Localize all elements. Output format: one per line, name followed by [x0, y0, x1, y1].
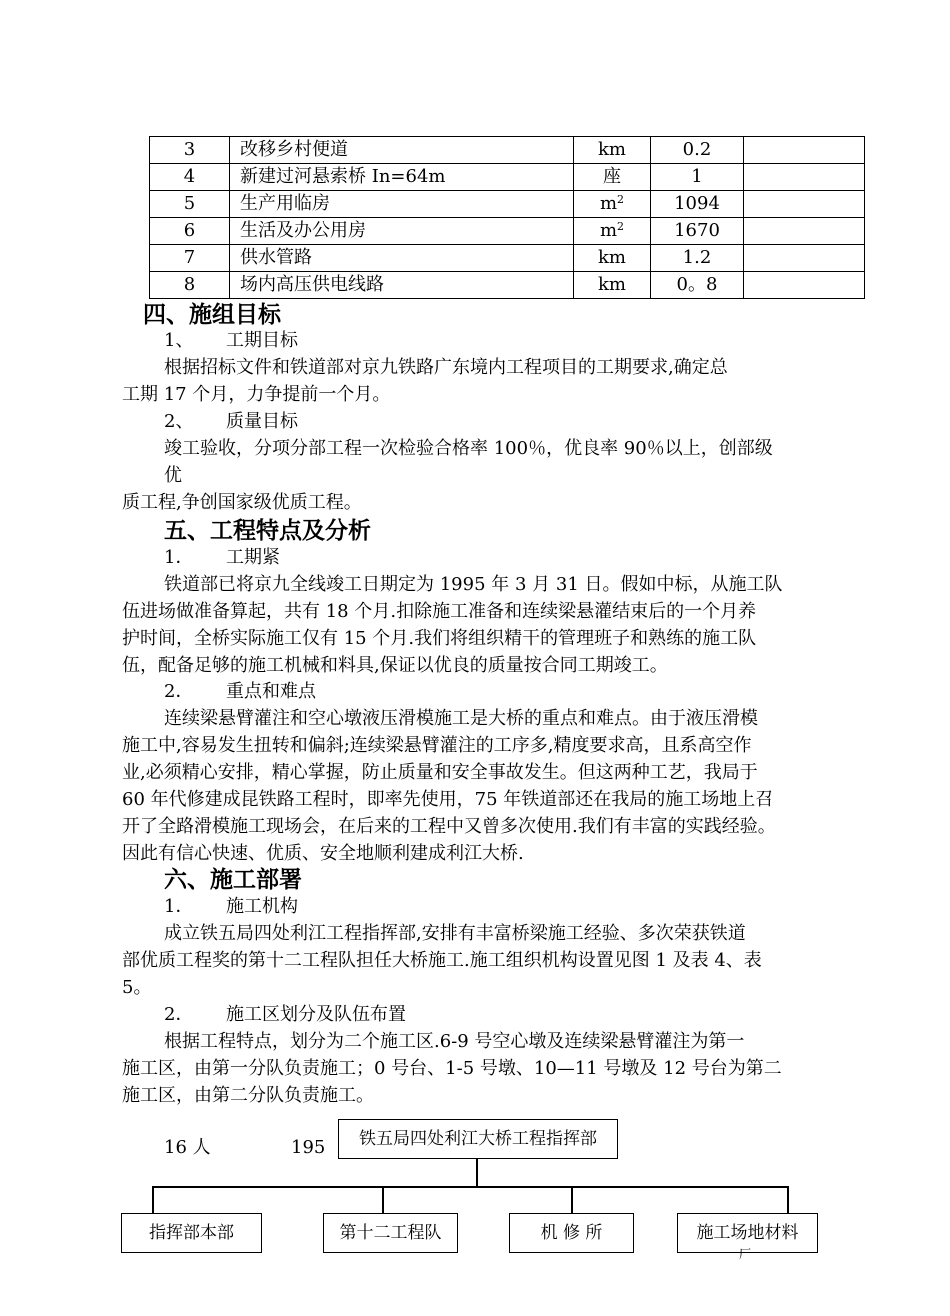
paragraph-line: 因此有信心快速、优质、安全地顺利建成利江大桥.	[122, 843, 524, 864]
item-cell: 供水管路	[230, 245, 574, 272]
org-root-box: 铁五局四处利江大桥工程指挥部	[338, 1119, 618, 1159]
paragraph-line: 5。	[122, 977, 152, 998]
unit-cell	[574, 218, 651, 245]
unit-text: m	[599, 220, 618, 241]
paragraph-line: 优	[164, 465, 182, 486]
row-number-cell: 4	[150, 164, 230, 191]
sub-number: 2、	[164, 411, 194, 432]
paragraph-line: 开了全路滑模施工现场会，在后来的工程中又曾多次使用.我们有丰富的实践经验。	[122, 816, 776, 837]
table-row	[150, 245, 865, 272]
unit-superscript: 2	[617, 193, 625, 206]
paragraph-line: 成立铁五局四处利江工程指挥部,安排有丰富桥梁施工经验、多次荣获铁道	[164, 923, 746, 944]
paragraph-line: 伍，配备足够的施工机械和料具,保证以优良的质量按合同工期竣工。	[122, 655, 668, 676]
paragraph-line: 伍进场做准备算起，共有 18 个月.扣除施工准备和连续梁悬灌结束后的一个月养	[122, 601, 757, 622]
item-cell: 生活及办公用房	[230, 218, 574, 245]
paragraph-line: 施工区，由第一分队负责施工；0 号台、1-5 号墩、10—11 号墩及 12 号台为第二	[122, 1058, 782, 1079]
section-6-heading: 六、施工部署	[164, 867, 302, 893]
quantity-cell: 1.2	[651, 245, 744, 272]
sub-title: 工期目标	[226, 330, 298, 351]
unit-text: 座	[603, 166, 621, 187]
unit-text: km	[598, 247, 626, 268]
sub-title: 重点和难点	[226, 681, 316, 702]
table-row	[150, 272, 865, 299]
item-cell: 场内高压供电线路	[230, 272, 574, 299]
org-box-repair-shop: 机 修 所	[509, 1213, 634, 1253]
sub-title: 施工区划分及队伍布置	[226, 1004, 406, 1025]
section-4-heading: 四、施组目标	[143, 302, 281, 328]
unit-text: m	[599, 193, 618, 214]
table-row	[150, 191, 865, 218]
org-box-hq: 指挥部本部	[121, 1213, 262, 1253]
paragraph-line: 部优质工程奖的第十二工程队担任大桥施工.施工组织机构设置见图 1 及表 4、表	[122, 950, 762, 971]
paragraph-line: 施工区，由第二分队负责施工。	[122, 1085, 374, 1106]
sub-number: 1、	[164, 330, 194, 351]
chart-note-people: 16 人	[164, 1137, 211, 1158]
item-cell: 新建过河悬索桥 In=64m	[230, 164, 574, 191]
section-4-sub1	[164, 327, 298, 355]
quantity-cell: 0.2	[651, 137, 744, 164]
paragraph-line: 竣工验收，分项分部工程一次检验合格率 100％，优良率 90％以上，创部级	[164, 438, 773, 459]
item-cell: 改移乡村便道	[230, 137, 574, 164]
row-number-cell: 6	[150, 218, 230, 245]
paragraph-line: 护时间，全桥实际施工仅有 15 个月.我们将组织精干的管理班子和熟练的施工队	[122, 628, 757, 649]
row-number-cell: 3	[150, 137, 230, 164]
sub-number: 2．	[164, 681, 194, 702]
row-number-cell: 5	[150, 191, 230, 218]
sub-title: 质量目标	[226, 411, 298, 432]
paragraph-line: 根据工程特点，划分为二个施工区.6-9 号空心墩及连续梁悬臂灌注为第一	[164, 1031, 745, 1052]
section-4-sub2	[164, 408, 298, 436]
quantity-cell: 1094	[651, 191, 744, 218]
unit-text: km	[598, 139, 626, 160]
org-box-team-12: 第十二工程队	[323, 1213, 458, 1253]
unit-cell	[574, 191, 651, 218]
note-cell	[744, 245, 865, 272]
quantity-cell: 1	[651, 164, 744, 191]
section-5-sub2	[164, 678, 316, 706]
section-5-sub1	[164, 544, 280, 572]
paragraph-line: 铁道部已将京九全线竣工日期定为 1995 年 3 月 31 日。假如中标，从施工队	[164, 574, 783, 595]
sub-number: 2．	[164, 1004, 194, 1025]
unit-cell	[574, 164, 651, 191]
section-5-heading: 五、工程特点及分析	[164, 518, 371, 544]
sub-number: 1．	[164, 896, 194, 917]
paragraph-line: 质工程,争创国家级优质工程。	[122, 492, 362, 513]
note-cell	[744, 137, 865, 164]
table-row	[150, 164, 865, 191]
quantity-cell: 0。8	[651, 272, 744, 299]
org-box-materials: 施工场地材料	[677, 1213, 818, 1253]
unit-text: km	[598, 274, 626, 295]
unit-superscript: 2	[617, 220, 625, 233]
note-cell	[744, 164, 865, 191]
note-cell	[744, 272, 865, 299]
connector-line	[382, 1186, 384, 1214]
unit-cell	[574, 137, 651, 164]
chart-note-number: 195	[291, 1137, 326, 1158]
connector-line	[152, 1186, 788, 1188]
paragraph-line: 60 年代修建成昆铁路工程时，即率先使用，75 年铁道部还在我局的施工场地上召	[122, 789, 774, 810]
connector-line	[476, 1158, 478, 1187]
sub-title: 施工机构	[226, 896, 298, 917]
sub-number: 1．	[164, 547, 194, 568]
note-cell	[744, 191, 865, 218]
quantity-cell: 1670	[651, 218, 744, 245]
connector-line	[787, 1186, 789, 1214]
connector-line	[152, 1186, 154, 1214]
section-6-sub1	[164, 893, 298, 921]
quantity-table	[149, 136, 865, 299]
overflow-character: 厂	[739, 1247, 752, 1261]
unit-cell	[574, 245, 651, 272]
row-number-cell: 7	[150, 245, 230, 272]
section-6-sub2	[164, 1001, 406, 1029]
note-cell	[744, 218, 865, 245]
unit-cell	[574, 272, 651, 299]
paragraph-line: 工期 17 个月，力争提前一个月。	[122, 384, 391, 405]
paragraph-line: 业,必须精心安排，精心掌握，防止质量和安全事故发生。但这两种工艺，我局于	[122, 762, 758, 783]
table-row	[150, 137, 865, 164]
row-number-cell: 8	[150, 272, 230, 299]
item-cell: 生产用临房	[230, 191, 574, 218]
connector-line	[571, 1186, 573, 1214]
paragraph-line: 连续梁悬臂灌注和空心墩液压滑模施工是大桥的重点和难点。由于液压滑模	[164, 708, 758, 729]
sub-title: 工期紧	[226, 547, 280, 568]
paragraph-line: 施工中,容易发生扭转和偏斜;连续梁悬臂灌注的工序多,精度要求高，且系高空作	[122, 735, 752, 756]
paragraph-line: 根据招标文件和铁道部对京九铁路广东境内工程项目的工期要求,确定总	[164, 357, 728, 378]
table-row	[150, 218, 865, 245]
